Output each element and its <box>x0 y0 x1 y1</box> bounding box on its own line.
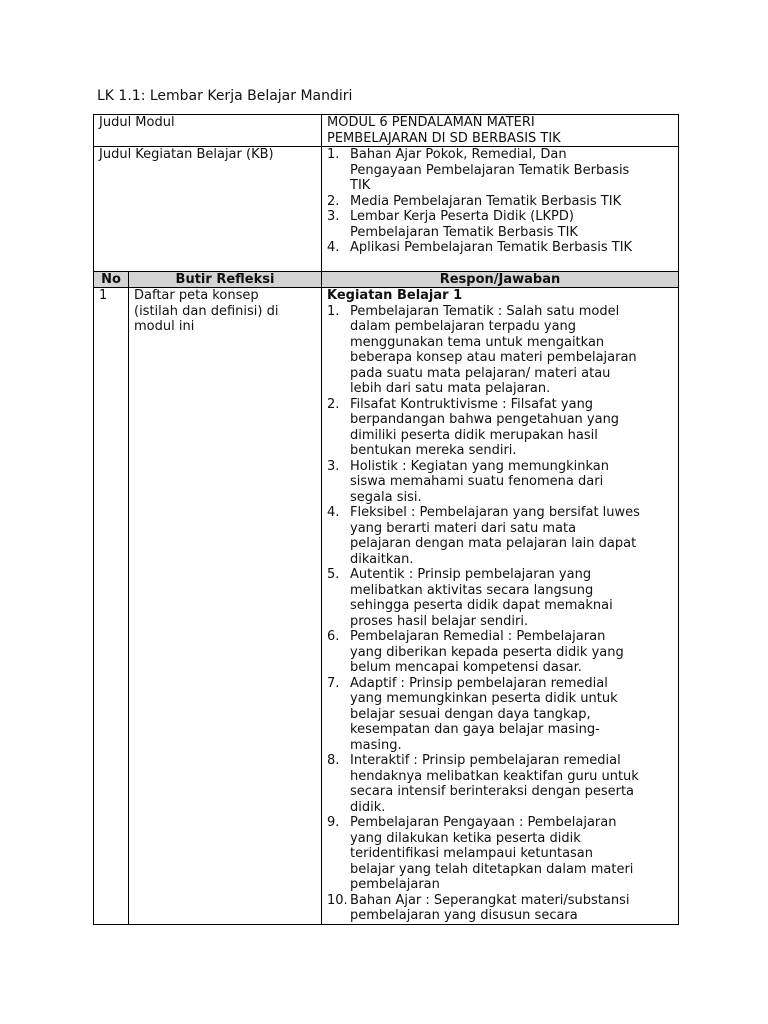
list-item-line: belajar sesuai dengan daya tangkap, <box>350 706 591 722</box>
list-item-line: Pembelajaran Remedial : Pembelajaran <box>350 629 606 644</box>
table-header-row <box>94 272 679 288</box>
list-item-line: Pembelajaran Tematik Berbasis TIK <box>350 224 578 240</box>
list-item-number: 1. <box>327 147 340 162</box>
list-item-number: 4. <box>327 505 340 520</box>
list-item-line: proses hasil belajar sendiri. <box>350 613 529 629</box>
list-item-line: Bahan Ajar : Seperangkat materi/substansi <box>350 892 630 908</box>
list-item-line: sehingga peserta didik dapat memaknai <box>350 598 613 613</box>
list-item <box>327 240 673 256</box>
list-item-line: Interaktif : Prinsip pembelajaran remedial <box>350 753 621 768</box>
list-item-line: Pengayaan Pembelajaran Tematik Berbasis <box>350 162 630 178</box>
list-item-line: yang memungkinkan peserta didik untuk <box>350 691 618 706</box>
list-item-line: Lembar Kerja Peserta Didik (LKPD) <box>350 209 574 224</box>
judul-kb-row <box>94 147 679 272</box>
list-item-number: 2. <box>327 193 340 209</box>
list-item-line: Pembelajaran Tematik : Salah satu model <box>350 303 620 319</box>
list-item <box>327 194 673 210</box>
judul-kb-label: Judul Kegiatan Belajar (KB) <box>94 147 322 272</box>
list-item-line: Fleksibel : Pembelajaran yang bersifat luwes <box>350 505 640 520</box>
list-item-line: dimiliki peserta didik merupakan hasil <box>350 427 598 443</box>
judul-modul-row <box>94 115 679 147</box>
list-item <box>327 397 673 459</box>
judul-modul-label: Judul Modul <box>94 115 322 147</box>
list-item-line: melibatkan aktivitas secara langsung <box>350 582 594 598</box>
list-item-line: pembelajaran <box>350 877 440 892</box>
list-item <box>327 459 673 506</box>
list-item-line: dalam pembelajaran terpadu yang <box>350 319 577 334</box>
butir-line: Daftar peta konsep <box>134 288 259 303</box>
list-item <box>327 629 673 676</box>
judul-kb-value <box>322 147 679 272</box>
list-item-number: 1. <box>327 303 340 319</box>
list-item-line: TIK <box>350 178 371 193</box>
list-item-line: yang berarti materi dari satu mata <box>350 520 577 536</box>
respon-content <box>327 288 673 923</box>
list-item-number: 7. <box>327 675 340 691</box>
list-item-line: belum mencapai kompetensi dasar. <box>350 660 582 675</box>
list-item-number: 3. <box>327 458 340 474</box>
list-item <box>327 147 673 194</box>
list-item-line: teridentifikasi melampaui ketuntasan <box>350 846 594 861</box>
list-item-line: Aplikasi Pembelajaran Tematik Berbasis TIK <box>350 240 633 255</box>
list-item-number: 6. <box>327 629 340 644</box>
list-item <box>327 676 673 754</box>
header-no: No <box>94 272 129 288</box>
butir-refleksi-cell <box>129 288 322 925</box>
list-item-number: 10. <box>327 892 348 908</box>
header-respon-jawaban: Respon/Jawaban <box>322 272 679 288</box>
list-item-line: belajar yang telah ditetapkan dalam materi <box>350 861 634 877</box>
kb-list <box>327 147 673 256</box>
judul-modul-line: PEMBELAJARAN DI SD BERBASIS TIK <box>327 130 561 146</box>
list-item <box>327 567 673 629</box>
list-item-line: pembelajaran yang disusun secara <box>350 908 578 923</box>
list-item-line: segala sisi. <box>350 489 422 505</box>
worksheet-table <box>93 114 679 925</box>
list-item-line: beberapa konsep atau materi pembelajaran <box>350 350 637 365</box>
list-item-number: 5. <box>327 567 340 582</box>
list-item <box>327 304 673 397</box>
list-item-number: 3. <box>327 209 340 224</box>
list-item <box>327 753 673 815</box>
list-item-line: pelajaran dengan mata pelajaran lain dapat <box>350 536 637 551</box>
list-item-line: pada suatu mata pelajaran/ materi atau <box>350 365 611 381</box>
konsep-list <box>327 304 673 924</box>
list-item-line: yang dilakukan ketika peserta didik <box>350 830 581 846</box>
list-item-line: siswa memahami suatu fenomena dari <box>350 474 604 489</box>
list-item-line: kesempatan dan gaya belajar masing- <box>350 722 600 737</box>
butir-line: (istilah dan definisi) di <box>134 303 279 319</box>
list-item-line: lebih dari satu mata pelajaran. <box>350 381 551 396</box>
list-item-line: Autentik : Prinsip pembelajaran yang <box>350 567 592 582</box>
list-item-line: Adaptif : Prinsip pembelajaran remedial <box>350 675 608 691</box>
kegiatan-belajar-heading: Kegiatan Belajar 1 <box>327 288 463 303</box>
list-item-line: bentukan mereka sendiri. <box>350 443 517 458</box>
list-item <box>327 893 673 924</box>
list-item <box>327 209 673 240</box>
respon-cell <box>322 288 679 925</box>
header-butir-refleksi: Butir Refleksi <box>129 272 322 288</box>
list-item-line: Bahan Ajar Pokok, Remedial, Dan <box>350 147 567 162</box>
list-item-line: Media Pembelajaran Tematik Berbasis TIK <box>350 193 622 209</box>
list-item-number: 9. <box>327 815 340 830</box>
list-item-line: berpandangan bahwa pengetahuan yang <box>350 412 620 427</box>
document-title: LK 1.1: Lembar Kerja Belajar Mandiri <box>97 88 353 104</box>
list-item-line: yang diberikan kepada peserta didik yang <box>350 644 624 660</box>
list-item <box>327 815 673 893</box>
list-item-line: Holistik : Kegiatan yang memungkinkan <box>350 458 609 474</box>
list-item-line: secara intensif berinteraksi dengan peserta <box>350 784 635 799</box>
butir-line: modul ini <box>134 319 195 334</box>
list-item-number: 8. <box>327 753 340 768</box>
list-item <box>327 505 673 567</box>
list-item-line: hendaknya melibatkan keaktifan guru untuk <box>350 768 639 784</box>
list-item-line: masing. <box>350 737 402 753</box>
list-item-line: dikaitkan. <box>350 551 414 567</box>
list-item-line: menggunakan tema untuk mengaitkan <box>350 334 605 350</box>
list-item-number: 4. <box>327 240 340 255</box>
row-number: 1 <box>94 288 129 925</box>
list-item-line: Pembelajaran Pengayaan : Pembelajaran <box>350 815 617 830</box>
list-item-line: didik. <box>350 799 386 815</box>
judul-modul-value <box>322 115 679 147</box>
list-item-number: 2. <box>327 396 340 412</box>
judul-modul-line: MODUL 6 PENDALAMAN MATERI <box>327 115 535 130</box>
table-row <box>94 288 679 925</box>
list-item-line: Filsafat Kontruktivisme : Filsafat yang <box>350 396 594 412</box>
